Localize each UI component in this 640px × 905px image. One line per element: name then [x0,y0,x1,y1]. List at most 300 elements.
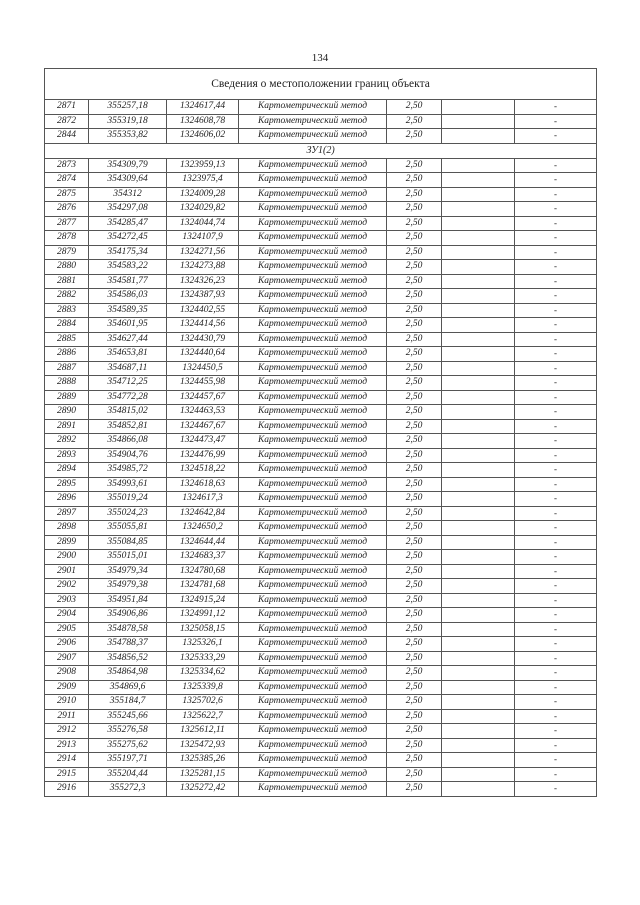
cell-coord-y: 1324617,44 [167,100,239,115]
cell-description: - [515,651,597,666]
table-row [45,477,597,492]
cell-extra-value [442,260,515,275]
cell-coord-y: 1324476,99 [167,448,239,463]
section-row [45,143,597,158]
cell-method: Картометрический метод [239,709,387,724]
cell-extra-value [442,608,515,623]
cell-method: Картометрический метод [239,405,387,420]
cell-description: - [515,448,597,463]
table-row [45,622,597,637]
cell-coord-y: 1324606,02 [167,129,239,144]
cell-coord-y: 1324780,68 [167,564,239,579]
cell-coord-y: 1324044,74 [167,216,239,231]
table-row [45,666,597,681]
table-row [45,492,597,507]
cell-method: Картометрический метод [239,390,387,405]
cell-precision: 2,50 [387,550,442,565]
cell-point-number: 2900 [45,550,89,565]
cell-extra-value [442,724,515,739]
cell-precision: 2,50 [387,129,442,144]
table-row [45,680,597,695]
cell-description: - [515,782,597,797]
table-row [45,521,597,536]
cell-coord-x: 354285,47 [89,216,167,231]
cell-point-number: 2903 [45,593,89,608]
cell-point-number: 2890 [45,405,89,420]
table-row [45,361,597,376]
cell-coord-y: 1324473,47 [167,434,239,449]
cell-method: Картометрический метод [239,492,387,507]
cell-extra-value [442,753,515,768]
cell-precision: 2,50 [387,376,442,391]
cell-method: Картометрический метод [239,608,387,623]
cell-description: - [515,695,597,710]
cell-coord-y: 1325612,11 [167,724,239,739]
table-row [45,405,597,420]
cell-point-number: 2879 [45,245,89,260]
cell-coord-x: 354712,25 [89,376,167,391]
cell-precision: 2,50 [387,405,442,420]
cell-method: Картометрический метод [239,521,387,536]
cell-coord-y: 1324683,37 [167,550,239,565]
table-row [45,158,597,173]
cell-description: - [515,376,597,391]
cell-extra-value [442,738,515,753]
cell-description: - [515,419,597,434]
table-row [45,767,597,782]
cell-method: Картометрический метод [239,129,387,144]
cell-coord-y: 1325339,8 [167,680,239,695]
cell-method: Картометрический метод [239,361,387,376]
cell-description: - [515,753,597,768]
cell-point-number: 2899 [45,535,89,550]
cell-coord-y: 1324414,56 [167,318,239,333]
table-row [45,202,597,217]
cell-point-number: 2876 [45,202,89,217]
cell-description: - [515,187,597,202]
cell-coord-x: 354852,81 [89,419,167,434]
cell-precision: 2,50 [387,187,442,202]
table-row [45,216,597,231]
cell-coord-x: 355245,66 [89,709,167,724]
cell-description: - [515,477,597,492]
cell-coord-x: 355197,71 [89,753,167,768]
table-row [45,535,597,550]
cell-method: Картометрический метод [239,535,387,550]
cell-extra-value [442,680,515,695]
table-row [45,695,597,710]
cell-precision: 2,50 [387,100,442,115]
table-row [45,129,597,144]
cell-coord-y: 1325472,93 [167,738,239,753]
cell-precision: 2,50 [387,390,442,405]
cell-coord-x: 355019,24 [89,492,167,507]
cell-precision: 2,50 [387,173,442,188]
cell-precision: 2,50 [387,434,442,449]
cell-description: - [515,390,597,405]
cell-description: - [515,724,597,739]
table-row [45,753,597,768]
cell-point-number: 2888 [45,376,89,391]
table-row [45,608,597,623]
cell-coord-x: 354583,22 [89,260,167,275]
cell-extra-value [442,187,515,202]
cell-extra-value [442,666,515,681]
cell-point-number: 2891 [45,419,89,434]
cell-coord-x: 354312 [89,187,167,202]
cell-precision: 2,50 [387,724,442,739]
cell-point-number: 2912 [45,724,89,739]
cell-coord-x: 355319,18 [89,114,167,129]
table-row [45,318,597,333]
cell-coord-y: 1324467,67 [167,419,239,434]
cell-precision: 2,50 [387,361,442,376]
cell-precision: 2,50 [387,709,442,724]
cell-point-number: 2872 [45,114,89,129]
cell-coord-x: 354309,64 [89,173,167,188]
cell-description: - [515,767,597,782]
cell-point-number: 2910 [45,695,89,710]
cell-point-number: 2871 [45,100,89,115]
cell-description: - [515,535,597,550]
cell-point-number: 2908 [45,666,89,681]
cell-precision: 2,50 [387,564,442,579]
table-row [45,448,597,463]
cell-coord-x: 355015,01 [89,550,167,565]
cell-description: - [515,260,597,275]
cell-precision: 2,50 [387,289,442,304]
cell-method: Картометрический метод [239,564,387,579]
cell-extra-value [442,303,515,318]
table-row [45,738,597,753]
cell-description: - [515,202,597,217]
page-number: 134 [311,52,329,64]
cell-method: Картометрический метод [239,318,387,333]
cell-method: Картометрический метод [239,724,387,739]
table-row [45,651,597,666]
cell-extra-value [442,347,515,362]
cell-precision: 2,50 [387,666,442,681]
cell-coord-y: 1324463,53 [167,405,239,420]
cell-method: Картометрический метод [239,579,387,594]
cell-extra-value [442,550,515,565]
cell-coord-y: 1324618,63 [167,477,239,492]
cell-point-number: 2873 [45,158,89,173]
cell-coord-x: 354788,37 [89,637,167,652]
table-row [45,187,597,202]
table-row [45,709,597,724]
cell-method: Картометрический метод [239,680,387,695]
cell-precision: 2,50 [387,651,442,666]
cell-precision: 2,50 [387,231,442,246]
cell-coord-y: 1324450,5 [167,361,239,376]
table-row [45,260,597,275]
cell-coord-y: 1323975,4 [167,173,239,188]
table-row [45,463,597,478]
table-row [45,245,597,260]
cell-coord-y: 1324273,88 [167,260,239,275]
cell-extra-value [442,361,515,376]
cell-precision: 2,50 [387,622,442,637]
cell-point-number: 2896 [45,492,89,507]
cell-precision: 2,50 [387,680,442,695]
cell-point-number: 2904 [45,608,89,623]
cell-coord-y: 1324642,84 [167,506,239,521]
cell-method: Картометрический метод [239,463,387,478]
cell-precision: 2,50 [387,303,442,318]
cell-description: - [515,274,597,289]
table-row [45,390,597,405]
cell-extra-value [442,463,515,478]
cell-point-number: 2886 [45,347,89,362]
table-title-row [45,69,597,100]
cell-extra-value [442,100,515,115]
cell-coord-y: 1324029,82 [167,202,239,217]
cell-method: Картометрический метод [239,202,387,217]
cell-description: - [515,158,597,173]
cell-coord-x: 354175,34 [89,245,167,260]
table-row [45,332,597,347]
cell-coord-x: 354985,72 [89,463,167,478]
cell-coord-x: 354297,08 [89,202,167,217]
cell-method: Картометрический метод [239,637,387,652]
cell-point-number: 2885 [45,332,89,347]
cell-coord-x: 354856,52 [89,651,167,666]
cell-precision: 2,50 [387,593,442,608]
cell-description: - [515,521,597,536]
boundary-coordinates-table [44,68,597,797]
cell-coord-y: 1324387,93 [167,289,239,304]
cell-precision: 2,50 [387,782,442,797]
cell-extra-value [442,782,515,797]
table-row [45,782,597,797]
cell-coord-x: 355184,7 [89,695,167,710]
cell-point-number: 2882 [45,289,89,304]
table-row [45,274,597,289]
cell-description: - [515,506,597,521]
cell-description: - [515,564,597,579]
cell-method: Картометрический метод [239,419,387,434]
cell-precision: 2,50 [387,347,442,362]
cell-coord-y: 1324402,55 [167,303,239,318]
cell-method: Картометрический метод [239,173,387,188]
table-row [45,724,597,739]
cell-extra-value [442,564,515,579]
table-row [45,114,597,129]
cell-precision: 2,50 [387,419,442,434]
cell-coord-x: 354772,28 [89,390,167,405]
cell-method: Картометрический метод [239,593,387,608]
cell-coord-y: 1324457,67 [167,390,239,405]
table-row [45,550,597,565]
cell-method: Картометрический метод [239,782,387,797]
cell-precision: 2,50 [387,521,442,536]
table-row [45,506,597,521]
cell-coord-y: 1325622,7 [167,709,239,724]
cell-extra-value [442,448,515,463]
cell-coord-x: 355257,18 [89,100,167,115]
cell-precision: 2,50 [387,608,442,623]
table-row [45,100,597,115]
table-row [45,347,597,362]
cell-extra-value [442,767,515,782]
cell-description: - [515,738,597,753]
cell-extra-value [442,535,515,550]
cell-point-number: 2909 [45,680,89,695]
cell-method: Картометрический метод [239,651,387,666]
cell-method: Картометрический метод [239,622,387,637]
cell-coord-x: 355055,81 [89,521,167,536]
cell-coord-y: 1324781,68 [167,579,239,594]
cell-precision: 2,50 [387,202,442,217]
cell-point-number: 2892 [45,434,89,449]
cell-method: Картометрический метод [239,245,387,260]
table-row [45,419,597,434]
cell-extra-value [442,477,515,492]
cell-point-number: 2878 [45,231,89,246]
cell-point-number: 2877 [45,216,89,231]
cell-method: Картометрический метод [239,260,387,275]
cell-precision: 2,50 [387,492,442,507]
cell-coord-x: 354878,58 [89,622,167,637]
cell-coord-x: 354979,34 [89,564,167,579]
cell-point-number: 2881 [45,274,89,289]
cell-method: Картометрический метод [239,666,387,681]
cell-description: - [515,593,597,608]
cell-point-number: 2897 [45,506,89,521]
cell-extra-value [442,376,515,391]
cell-method: Картометрический метод [239,216,387,231]
cell-description: - [515,100,597,115]
cell-precision: 2,50 [387,535,442,550]
cell-method: Картометрический метод [239,274,387,289]
cell-precision: 2,50 [387,260,442,275]
cell-extra-value [442,318,515,333]
cell-coord-y: 1325272,42 [167,782,239,797]
cell-coord-y: 1324107,9 [167,231,239,246]
table-row [45,173,597,188]
cell-method: Картометрический метод [239,187,387,202]
cell-description: - [515,318,597,333]
cell-point-number: 2907 [45,651,89,666]
cell-point-number: 2884 [45,318,89,333]
cell-extra-value [442,651,515,666]
cell-description: - [515,332,597,347]
cell-method: Картометрический метод [239,738,387,753]
cell-method: Картометрический метод [239,448,387,463]
cell-extra-value [442,405,515,420]
cell-description: - [515,579,597,594]
cell-point-number: 2915 [45,767,89,782]
cell-precision: 2,50 [387,158,442,173]
cell-description: - [515,173,597,188]
cell-precision: 2,50 [387,274,442,289]
table-row [45,593,597,608]
cell-point-number: 2911 [45,709,89,724]
cell-coord-y: 1324430,79 [167,332,239,347]
cell-description: - [515,216,597,231]
cell-description: - [515,608,597,623]
cell-extra-value [442,622,515,637]
cell-coord-x: 354815,02 [89,405,167,420]
cell-method: Картометрический метод [239,289,387,304]
cell-point-number: 2913 [45,738,89,753]
cell-coord-x: 354687,11 [89,361,167,376]
cell-coord-x: 354866,08 [89,434,167,449]
cell-precision: 2,50 [387,245,442,260]
table-row [45,231,597,246]
cell-extra-value [442,274,515,289]
cell-method: Картометрический метод [239,695,387,710]
table-title: Сведения о местоположении границ объекта [45,69,597,100]
cell-description: - [515,709,597,724]
cell-extra-value [442,114,515,129]
cell-precision: 2,50 [387,477,442,492]
cell-coord-y: 1325326,1 [167,637,239,652]
cell-coord-x: 354951,84 [89,593,167,608]
cell-extra-value [442,202,515,217]
table-row [45,303,597,318]
cell-extra-value [442,173,515,188]
cell-description: - [515,463,597,478]
cell-coord-y: 1324617,3 [167,492,239,507]
cell-coord-y: 1325333,29 [167,651,239,666]
table-row [45,637,597,652]
cell-coord-y: 1325281,15 [167,767,239,782]
cell-method: Картометрический метод [239,506,387,521]
cell-coord-y: 1324915,24 [167,593,239,608]
cell-method: Картометрический метод [239,376,387,391]
cell-coord-x: 354309,79 [89,158,167,173]
cell-precision: 2,50 [387,114,442,129]
cell-method: Картометрический метод [239,100,387,115]
cell-method: Картометрический метод [239,114,387,129]
cell-description: - [515,303,597,318]
cell-extra-value [442,521,515,536]
cell-precision: 2,50 [387,738,442,753]
cell-extra-value [442,709,515,724]
cell-description: - [515,347,597,362]
cell-coord-x: 354586,03 [89,289,167,304]
table-row [45,579,597,594]
cell-coord-y: 1324644,44 [167,535,239,550]
cell-extra-value [442,492,515,507]
cell-coord-x: 354581,77 [89,274,167,289]
section-label: ЗУ1(2) [45,143,597,158]
cell-coord-y: 1324455,98 [167,376,239,391]
cell-description: - [515,492,597,507]
cell-extra-value [442,419,515,434]
cell-method: Картометрический метод [239,158,387,173]
cell-description: - [515,666,597,681]
cell-coord-x: 355084,85 [89,535,167,550]
cell-coord-x: 355272,3 [89,782,167,797]
cell-point-number: 2889 [45,390,89,405]
cell-point-number: 2905 [45,622,89,637]
cell-method: Картометрический метод [239,434,387,449]
cell-description: - [515,622,597,637]
cell-method: Картометрический метод [239,753,387,768]
cell-point-number: 2844 [45,129,89,144]
cell-coord-x: 354601,95 [89,318,167,333]
cell-point-number: 2902 [45,579,89,594]
cell-point-number: 2887 [45,361,89,376]
cell-description: - [515,405,597,420]
cell-description: - [515,637,597,652]
cell-coord-x: 354993,61 [89,477,167,492]
cell-extra-value [442,231,515,246]
cell-extra-value [442,637,515,652]
